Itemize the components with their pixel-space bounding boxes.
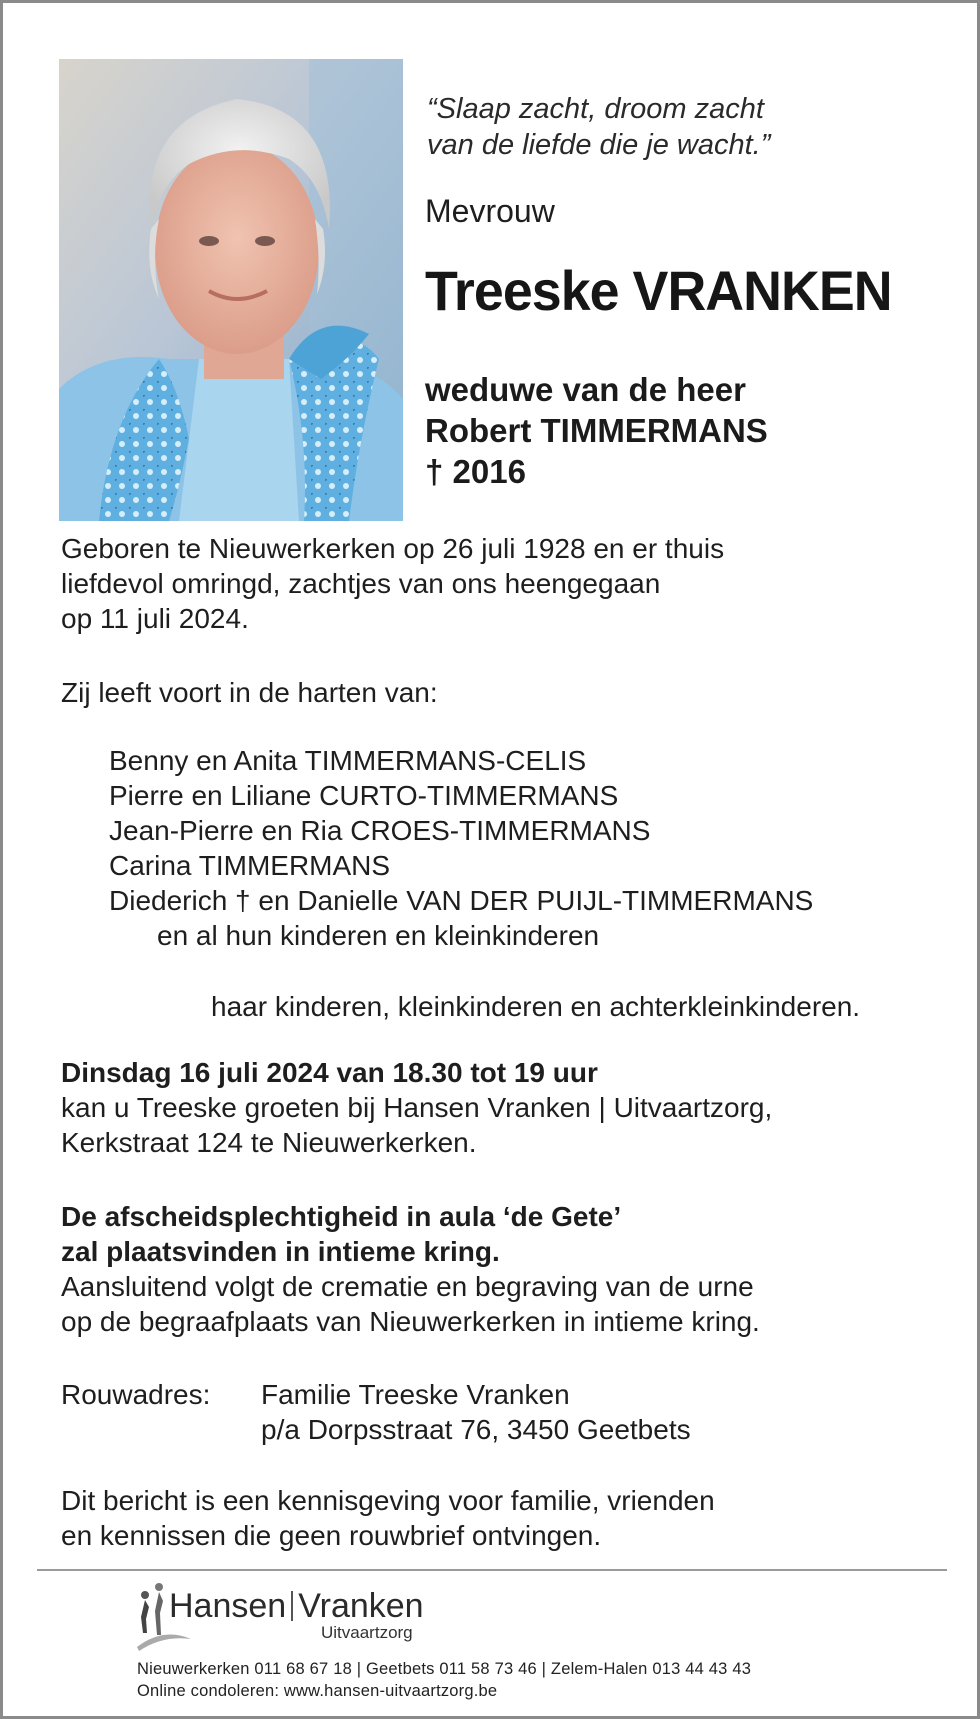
salutation: Mevrouw — [425, 193, 555, 229]
family-member: Pierre en Liliane CURTO-TIMMERMANS — [109, 780, 619, 811]
notice-line-1: Dit bericht is een kennisgeving voor familie, vrienden — [61, 1485, 715, 1516]
logo-wordmark — [169, 1587, 424, 1625]
visitation-heading: Dinsdag 16 juli 2024 van 18.30 tot 19 uur — [61, 1057, 598, 1088]
family-member: Benny en Anita TIMMERMANS-CELIS — [109, 745, 587, 776]
widow-of-block — [425, 369, 768, 492]
notice-paragraph — [61, 1483, 715, 1553]
ceremony-heading-1: De afscheidsplechtigheid in aula ‘de Gete’ — [61, 1201, 622, 1232]
visitation-block — [61, 1055, 772, 1160]
widow-line-3: † 2016 — [425, 453, 526, 490]
widow-line-1: weduwe van de heer — [425, 371, 746, 408]
ceremony-heading-2: zal plaatsvinden in intieme kring. — [61, 1236, 500, 1267]
address-lines — [261, 1377, 691, 1447]
widow-line-2: Robert TIMMERMANS — [425, 412, 768, 449]
portrait-photo — [59, 59, 403, 521]
portrait-image — [59, 59, 403, 521]
logo-divider — [291, 1591, 293, 1621]
born-line-2: liefdevol omringd, zachtjes van ons heengegaan — [61, 568, 661, 599]
quote-line-1: “Slaap zacht, droom zacht — [427, 93, 764, 125]
family-member: Diederich † en Danielle VAN DER PUIJL-TIMMERMANS — [109, 885, 814, 916]
quote-line-2: van de liefde die je wacht.” — [427, 129, 771, 161]
ceremony-line-1: Aansluitend volgt de crematie en begraving van de urne — [61, 1271, 754, 1302]
born-line-3: op 11 juli 2024. — [61, 603, 249, 634]
ceremony-line-2: op de begraafplaats van Nieuwerkerken in intieme kring. — [61, 1306, 760, 1337]
contact-phone-numbers: Nieuwerkerken 011 68 67 18 | Geetbets 011 58 73 46 | Zelem-Halen 013 44 43 43 — [137, 1660, 752, 1678]
born-line-1: Geboren te Nieuwerkerken op 26 juli 1928 en er thuis — [61, 533, 725, 564]
ceremony-block — [61, 1199, 760, 1339]
footer-divider — [37, 1569, 947, 1571]
address-line-1: Familie Treeske Vranken — [261, 1379, 570, 1410]
notice-line-2: en kennissen die geen rouwbrief ontvingen. — [61, 1520, 602, 1551]
visitation-line-1: kan u Treeske groeten bij Hansen Vranken | Uitvaartzorg, — [61, 1092, 773, 1123]
footer-contacts — [137, 1658, 751, 1702]
logo-left: Hansen — [169, 1587, 287, 1625]
logo-right: Vranken — [298, 1587, 424, 1625]
deceased-name: Treeske VRANKEN — [425, 259, 892, 322]
memorial-quote — [427, 91, 770, 163]
address-label: Rouwadres: — [61, 1379, 211, 1410]
family-member: Jean-Pierre en Ria CROES-TIMMERMANS — [109, 815, 651, 846]
lives-on-heading: Zij leeft voort in de harten van: — [61, 677, 438, 708]
mourning-address — [61, 1377, 691, 1447]
address-line-2: p/a Dorpsstraat 76, 3450 Geetbets — [261, 1414, 691, 1445]
birth-death-paragraph — [61, 531, 724, 636]
condolence-website[interactable]: Online condoleren: www.hansen-uitvaartzorg.be — [137, 1682, 498, 1700]
logo-subtitle: Uitvaartzorg — [321, 1623, 413, 1642]
family-closing-line: haar kinderen, kleinkinderen en achterkleinkinderen. — [211, 991, 861, 1022]
family-member: Carina TIMMERMANS — [109, 850, 391, 881]
family-note: en al hun kinderen en kleinkinderen — [157, 920, 600, 951]
visitation-line-2: Kerkstraat 124 te Nieuwerkerken. — [61, 1127, 477, 1158]
funeral-home-logo — [133, 1577, 463, 1657]
family-list — [109, 743, 813, 953]
